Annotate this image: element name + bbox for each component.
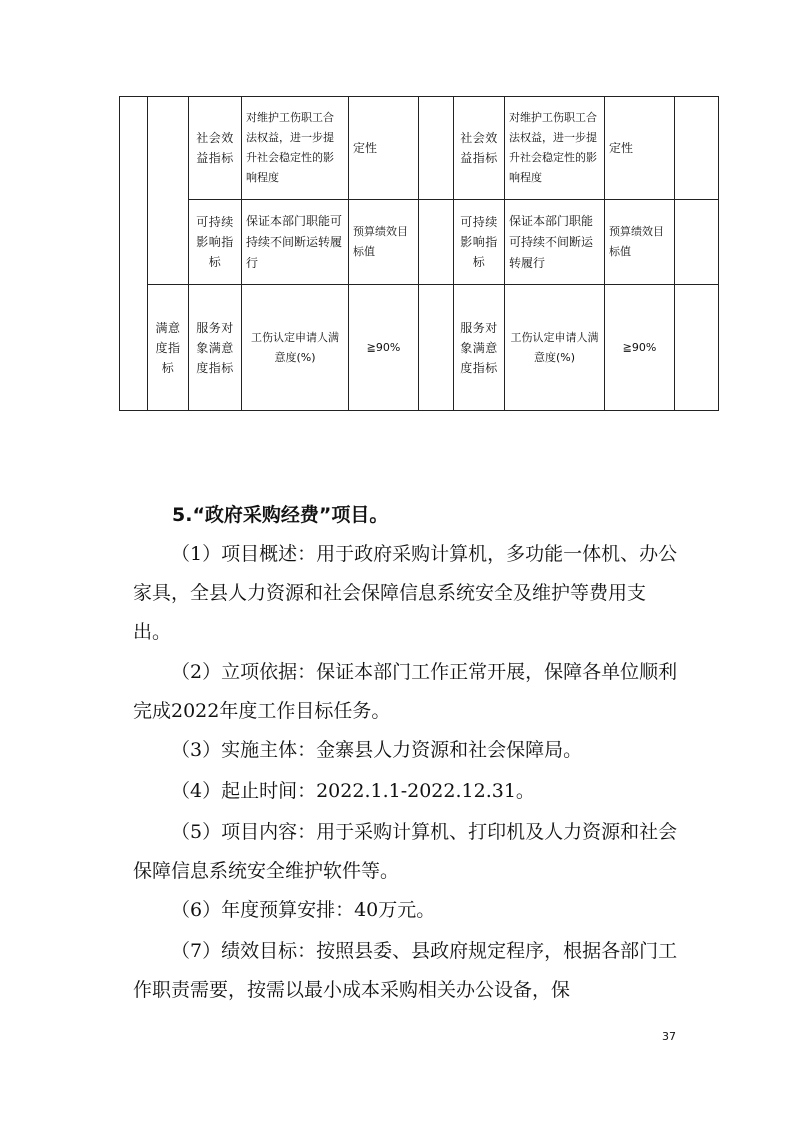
- section-title: 5.“政府采购经费”项目。: [172, 504, 389, 526]
- item-cell: 社会效益指标: [454, 97, 505, 200]
- page-number: 37: [662, 1030, 676, 1043]
- empty-cell: [675, 97, 719, 200]
- content-cell: 工伤认定申请人满意度(%): [242, 285, 349, 411]
- content-cell: 对维护工伤职工合法权益，进一步提升社会稳定性的影响程度: [242, 97, 349, 200]
- item-cell: 社会效益指标: [189, 97, 242, 200]
- paragraph-entity: （3）实施主体：金寨县人力资源和社会保障局。: [171, 739, 583, 761]
- outer-category-cell: [120, 97, 148, 411]
- performance-table: [119, 96, 719, 411]
- category-cell: 满意度指标: [148, 285, 189, 411]
- target-cell: 预算绩效目标值: [605, 200, 675, 285]
- item-cell: 服务对象满意度指标: [454, 285, 505, 411]
- target-cell: ≧90%: [349, 285, 419, 411]
- mid-cell: [419, 97, 454, 200]
- content-cell: 工伤认定申请人满意度(%): [505, 285, 605, 411]
- item-cell: 服务对象满意度指标: [189, 285, 242, 411]
- content-cell: 保证本部门职能可持续不间断运转履行: [242, 200, 349, 285]
- paragraph-basis: （2）立项依据：保证本部门工作正常开展，保障各单位顺利完成2022年度工作目标任务。: [133, 661, 678, 722]
- target-cell: ≧90%: [605, 285, 675, 411]
- mid-cell: [419, 200, 454, 285]
- paragraph-budget: （6）年度预算安排：40万元。: [171, 899, 436, 921]
- target-cell: 定性: [605, 97, 675, 200]
- category-cell: [148, 97, 189, 285]
- paragraph-overview: （1）项目概述：用于政府采购计算机，多功能一体机、办公家具，全县人力资源和社会保障信息系统安全及维护等费用支出。: [133, 543, 678, 643]
- content-cell: 对维护工伤职工合法权益，进一步提升社会稳定性的影响程度: [505, 97, 605, 200]
- mid-cell: [419, 285, 454, 411]
- paragraph-goal: （7）绩效目标：按照县委、县政府规定程序，根据各部门工作职责需要，按需以最小成本采购相关办公设备，保: [133, 940, 678, 1001]
- empty-cell: [675, 285, 719, 411]
- table-row: [120, 285, 719, 411]
- paragraph-period: （4）起止时间：2022.1.1-2022.12.31。: [171, 780, 535, 802]
- table-row: [120, 200, 719, 285]
- content-cell: 保证本部门职能可持续不间断运转履行: [505, 200, 605, 285]
- item-cell: 可持续影响指标: [454, 200, 505, 285]
- item-cell: 可持续影响指标: [189, 200, 242, 285]
- table-row: [120, 97, 719, 200]
- target-cell: 预算绩效目标值: [349, 200, 419, 285]
- target-cell: 定性: [349, 97, 419, 200]
- paragraph-content: （5）项目内容：用于采购计算机、打印机及人力资源和社会保障信息系统安全维护软件等。: [133, 821, 678, 882]
- empty-cell: [675, 200, 719, 285]
